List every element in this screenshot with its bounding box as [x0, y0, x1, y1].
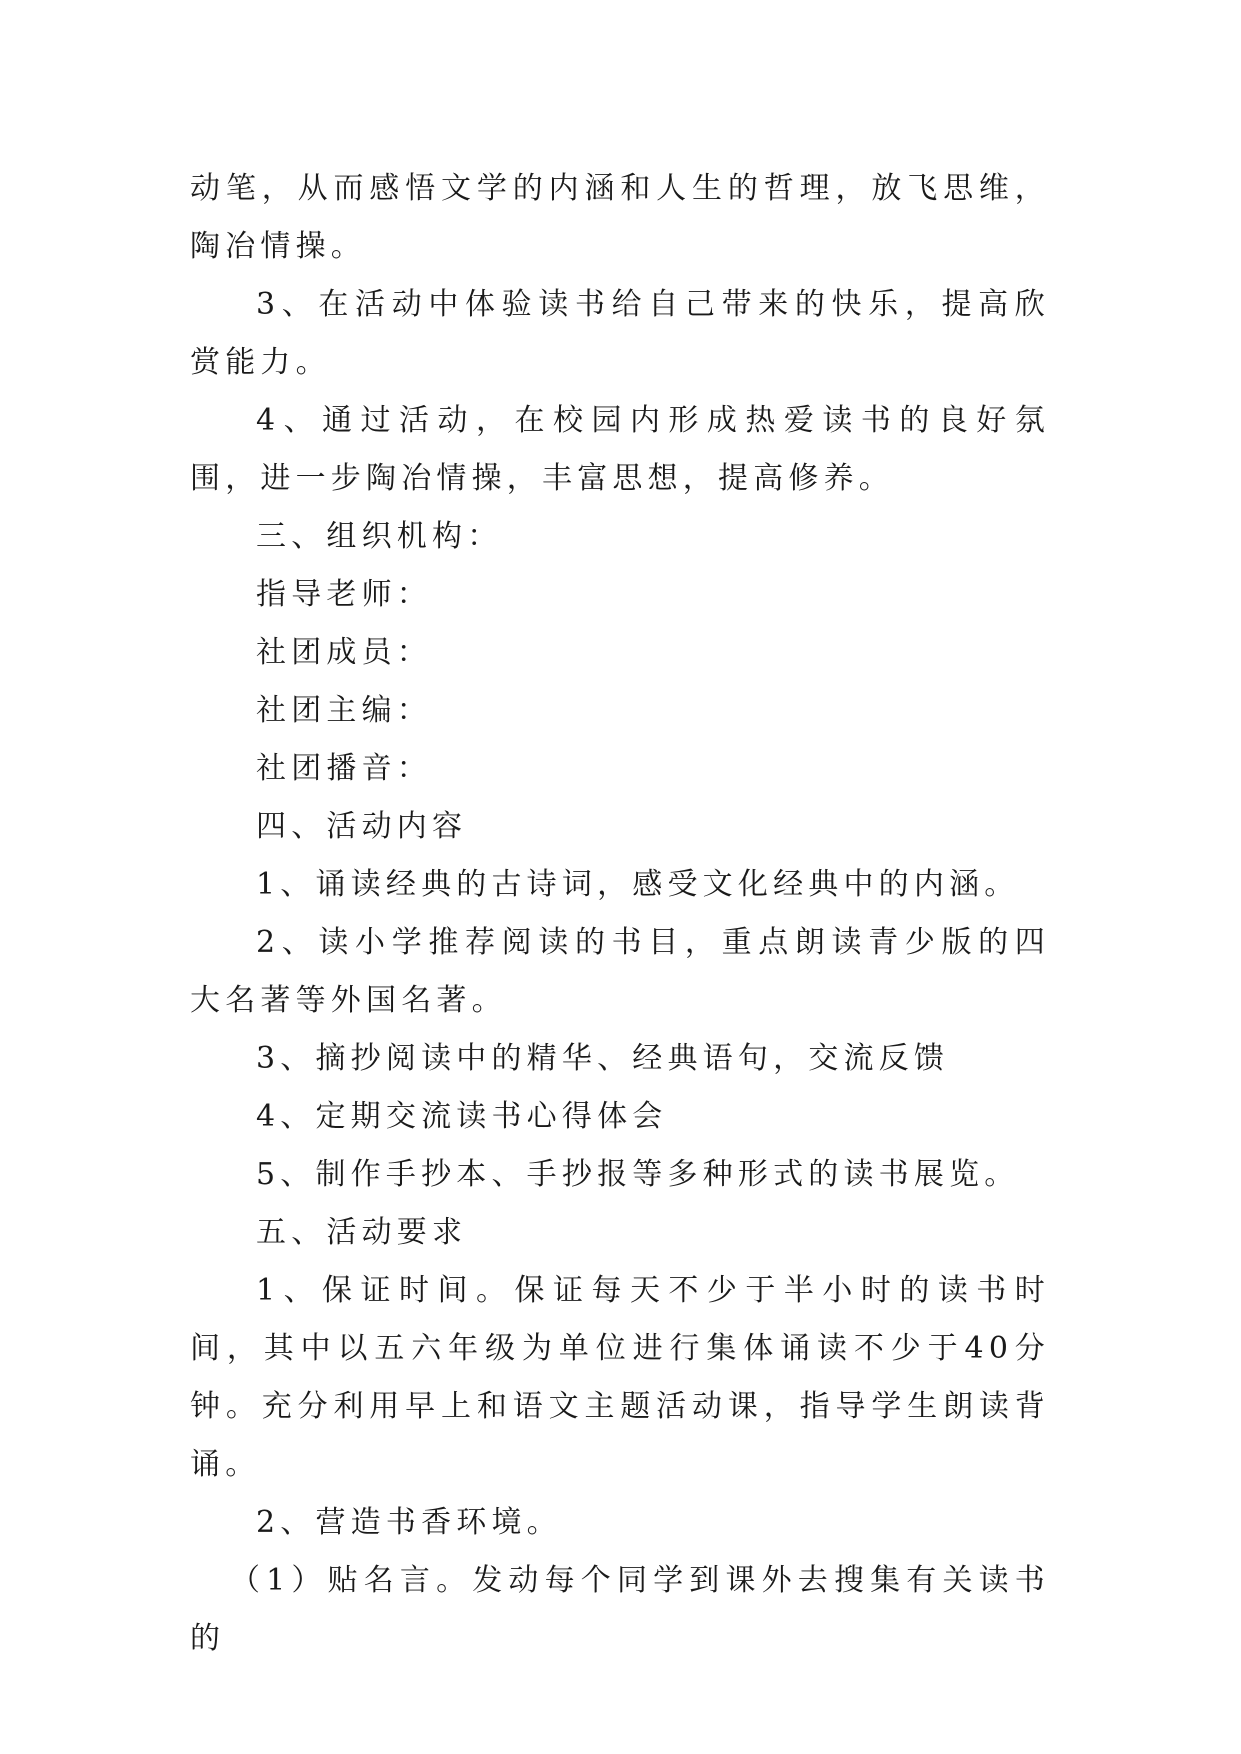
section-heading: 四、活动内容 [256, 809, 468, 844]
paragraph: （1）贴名言。发动每个同学到课外去搜集有关读书的 [190, 1563, 1050, 1656]
paragraph: 3、在活动中体验读书给自己带来的快乐，提高欣赏能力。 [190, 287, 1050, 380]
paragraph: 动笔，从而感悟文学的内涵和人生的哲理，放飞思维，陶冶情操。 [190, 171, 1050, 264]
paragraph: 指导老师： [256, 577, 432, 612]
paragraph: 2、营造书香环境。 [256, 1505, 562, 1540]
paragraph: 4、定期交流读书心得体会 [256, 1099, 668, 1134]
paragraph: 2、读小学推荐阅读的书目，重点朗读青少版的四大名著等外国名著。 [190, 925, 1050, 1018]
paragraph: 社团播音： [256, 751, 432, 786]
paragraph: 3、摘抄阅读中的精华、经典语句，交流反馈 [256, 1041, 950, 1076]
paragraph: 1、保证时间。保证每天不少于半小时的读书时间，其中以五六年级为单位进行集体诵读不少于40分钟。充分利用早上和语文主题活动课，指导学生朗读背诵。 [190, 1273, 1050, 1482]
document-body [190, 160, 1050, 1668]
paragraph: 社团成员： [256, 635, 432, 670]
paragraph: 5、制作手抄本、手抄报等多种形式的读书展览。 [256, 1157, 1020, 1192]
section-heading: 五、活动要求 [256, 1215, 468, 1250]
section-heading: 三、组织机构： [256, 519, 503, 554]
paragraph: 1、诵读经典的古诗词，感受文化经典中的内涵。 [256, 867, 1020, 902]
paragraph: 社团主编： [256, 693, 432, 728]
paragraph: 4、通过活动，在校园内形成热爱读书的良好氛围，进一步陶冶情操，丰富思想，提高修养。 [190, 403, 1050, 496]
